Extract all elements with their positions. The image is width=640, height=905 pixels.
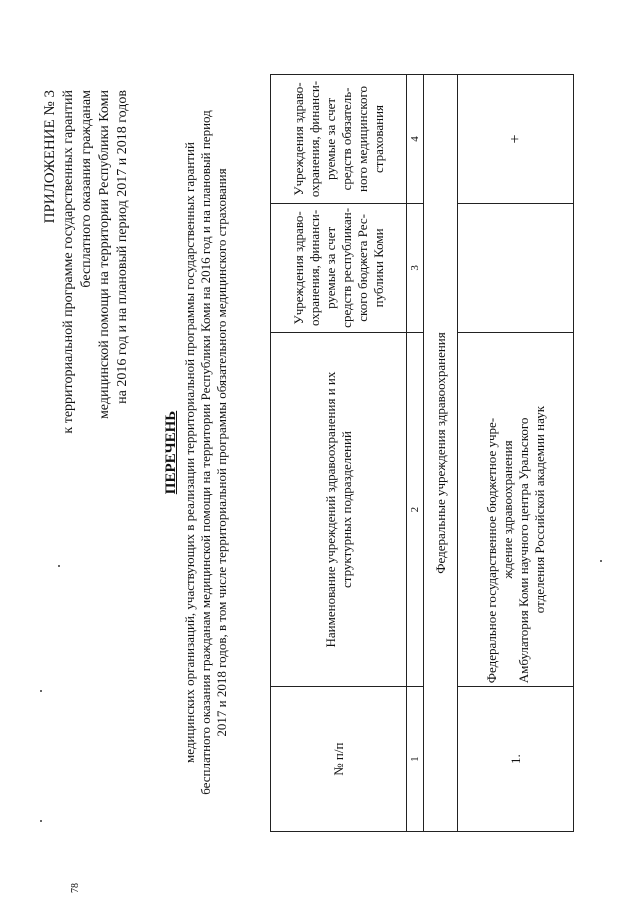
document-title: ПЕРЕЧЕНЬ: [163, 410, 179, 495]
table-row: [458, 75, 574, 832]
header-institution-name: Наименование учреждений здравоохранения и их структурных подразделений: [271, 332, 407, 686]
institution-name: [458, 332, 574, 686]
column-number-row: [407, 75, 424, 832]
scan-speck: [58, 565, 60, 567]
section-title: Федеральные учреждения здравоохранения: [424, 75, 458, 832]
page-number: 78: [70, 883, 81, 893]
section-row: [424, 75, 458, 832]
institution-name-line: Амбулатория Коми научного центра Уральского: [515, 417, 531, 684]
subtitle-line: бесплатного оказания гражданам медицинской помощи на территории Республики Коми на 2016 год и на плановый период: [198, 110, 213, 795]
row-number: 1.: [458, 687, 574, 832]
appendix-line: медицинской помощи на территории Республики Коми: [97, 90, 112, 420]
column-number: 2: [407, 332, 424, 686]
institution-name-line: отделения Российской академии наук: [531, 405, 547, 614]
appendix-line: на 2016 год и на плановый период 2017 и 2018 годов: [115, 90, 130, 404]
appendix-line: бесплатного оказания гражданам: [79, 90, 94, 288]
header-republic-budget: Учреждения здраво-охранения, финанси-руемые за счет средств республикан-ского бюджета Рес-публики Коми: [271, 203, 407, 332]
column-number: 3: [407, 203, 424, 332]
header-oms-funding: Учреждения здраво-охранения, финанси-руемые за счет средств обязатель-ного медицинского страхования: [271, 75, 407, 204]
appendix-title: ПРИЛОЖЕНИЕ № 3: [42, 90, 58, 224]
organizations-table: [270, 74, 574, 832]
oms-funding-cell: +: [458, 75, 574, 204]
document-subtitle: [182, 0, 230, 905]
scan-speck: [600, 560, 602, 562]
appendix-line: к территориальной программе государственных гарантий: [61, 90, 76, 434]
subtitle-line: 2017 и 2018 годов, в том числе территориальной программы обязательного медицинского страхования: [214, 168, 229, 737]
republic-budget-cell: [458, 203, 574, 332]
institution-name-line: ждение здравоохранения: [499, 440, 515, 579]
column-number: 1: [407, 687, 424, 832]
subtitle-line: медицинских организаций, участвующих в реализации территориальной программы государственных гарантий: [182, 142, 197, 763]
institution-name-line: Федеральное государственное бюджетное учре-: [483, 417, 499, 684]
table-header-row: [271, 75, 407, 832]
header-number: № п/п: [271, 687, 407, 832]
scan-speck: [40, 820, 42, 822]
column-number: 4: [407, 75, 424, 204]
scan-speck: [40, 690, 42, 692]
appendix-block: [40, 0, 132, 905]
